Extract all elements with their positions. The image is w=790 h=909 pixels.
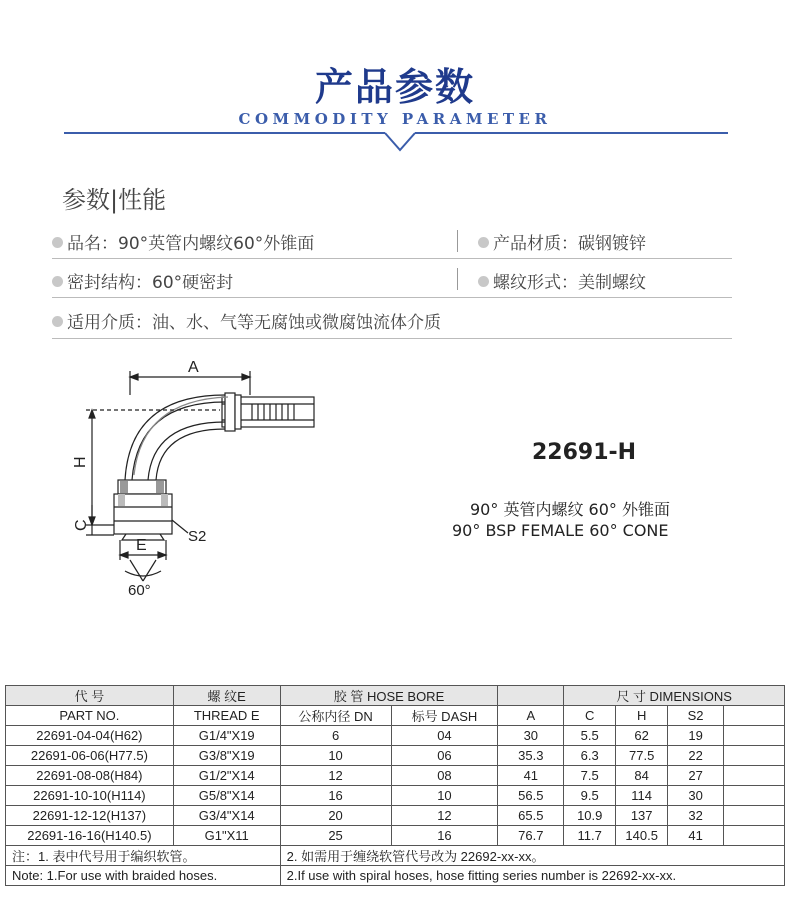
cell-c: 9.5 [564, 786, 616, 806]
cell-dash: 04 [391, 726, 498, 746]
cell-s2: 19 [668, 726, 724, 746]
divider [52, 297, 732, 298]
cell-dn: 16 [280, 786, 391, 806]
header-s2: S2 [668, 706, 724, 726]
model-number: 22691-H [532, 440, 637, 465]
header-part: PART NO. [6, 706, 174, 726]
cell-a: 56.5 [498, 786, 564, 806]
cell-dn: 10 [280, 746, 391, 766]
product-desc-cn: 90° 英管内螺纹 60° 外锥面 [470, 500, 670, 519]
header-a: A [498, 706, 564, 726]
product-desc-en: 90° BSP FEMALE 60° CONE [452, 521, 669, 540]
bullet-icon [52, 316, 63, 327]
header-empty [724, 706, 785, 726]
cell-empty [724, 746, 785, 766]
header-h: H [616, 706, 668, 726]
cell-dash: 16 [391, 826, 498, 846]
cell-s2: 32 [668, 806, 724, 826]
cell-empty [724, 766, 785, 786]
cell-thread: G3/8"X19 [173, 746, 280, 766]
property-value: 油、水、气等无腐蚀或微腐蚀流体介质 [152, 313, 441, 333]
note-cn-1: 注：1. 表中代号用于编织软管。 [6, 846, 281, 866]
property-thread [478, 268, 646, 293]
dim-label-c: C [73, 519, 90, 531]
cell-c: 7.5 [564, 766, 616, 786]
bullet-icon [478, 276, 489, 287]
cell-part: 22691-12-12(H137) [6, 806, 174, 826]
cell-empty [724, 826, 785, 846]
property-label: 产品材质： [493, 234, 578, 254]
cell-h: 77.5 [616, 746, 668, 766]
property-label: 品名： [67, 234, 118, 254]
divider [52, 258, 732, 259]
header-divider [0, 0, 790, 160]
cell-dn: 25 [280, 826, 391, 846]
table-row [6, 726, 785, 746]
cell-dash: 06 [391, 746, 498, 766]
cell-c: 5.5 [564, 726, 616, 746]
property-label: 螺纹形式： [493, 273, 578, 293]
dim-label-s2: S2 [188, 528, 207, 545]
cell-a: 76.7 [498, 826, 564, 846]
section-title: 参数|性能 [62, 186, 167, 214]
note-row-cn [6, 846, 785, 866]
bullet-icon [478, 237, 489, 248]
cell-a: 35.3 [498, 746, 564, 766]
cell-s2: 30 [668, 786, 724, 806]
header-thread-e: THREAD E [173, 706, 280, 726]
header-dash: 标号 DASH [391, 706, 498, 726]
separator [457, 230, 458, 252]
cell-part: 22691-16-16(H140.5) [6, 826, 174, 846]
note-row-en [6, 866, 785, 886]
cell-a: 30 [498, 726, 564, 746]
cell-thread: G3/4"X14 [173, 806, 280, 826]
cell-dn: 20 [280, 806, 391, 826]
property-label: 密封结构： [67, 273, 152, 293]
cell-h: 140.5 [616, 826, 668, 846]
header-thread: 螺 纹E [173, 686, 280, 706]
cell-h: 62 [616, 726, 668, 746]
note-en-2: 2.If use with spiral hoses, hose fitting series number is 22692-xx-xx. [280, 866, 784, 886]
divider [52, 338, 732, 339]
property-seal [52, 268, 233, 293]
table-header-row [6, 686, 785, 706]
cell-empty [724, 786, 785, 806]
property-value: 90°英管内螺纹60°外锥面 [118, 234, 315, 254]
table-row [6, 806, 785, 826]
table-row [6, 766, 785, 786]
cell-part: 22691-06-06(H77.5) [6, 746, 174, 766]
property-value: 碳钢镀锌 [578, 234, 646, 254]
dim-label-h: H [72, 456, 89, 468]
header-code: 代 号 [6, 686, 174, 706]
page-title: 产品参数 [314, 65, 475, 109]
note-cn-2: 2. 如需用于缠绕软管代号改为 22692-xx-xx。 [280, 846, 784, 866]
cell-part: 22691-08-08(H84) [6, 766, 174, 786]
cell-dn: 12 [280, 766, 391, 786]
cell-s2: 22 [668, 746, 724, 766]
property-value: 美制螺纹 [578, 273, 646, 293]
header-hose: 胶 管 HOSE BORE [280, 686, 498, 706]
dim-label-a: A [188, 359, 199, 376]
cell-c: 6.3 [564, 746, 616, 766]
table-row [6, 786, 785, 806]
property-material [478, 229, 646, 254]
property-label: 适用介质： [67, 313, 152, 333]
bullet-icon [52, 276, 63, 287]
table-row [6, 746, 785, 766]
cell-thread: G1"X11 [173, 826, 280, 846]
cell-c: 10.9 [564, 806, 616, 826]
cell-thread: G1/2"X14 [173, 766, 280, 786]
cell-part: 22691-04-04(H62) [6, 726, 174, 746]
cell-part: 22691-10-10(H114) [6, 786, 174, 806]
bullet-icon [52, 237, 63, 248]
cell-c: 11.7 [564, 826, 616, 846]
property-name [52, 229, 314, 254]
header-dn: 公称内径 DN [280, 706, 391, 726]
fitting-drawing [70, 355, 330, 605]
cell-s2: 27 [668, 766, 724, 786]
cell-s2: 41 [668, 826, 724, 846]
property-medium [52, 308, 441, 333]
cell-dn: 6 [280, 726, 391, 746]
table-row [6, 826, 785, 846]
header-dims: 尺 寸 DIMENSIONS [564, 686, 785, 706]
cell-a: 65.5 [498, 806, 564, 826]
header-c: C [564, 706, 616, 726]
page-subtitle: COMMODITY PARAMETER [238, 110, 552, 128]
cell-dash: 08 [391, 766, 498, 786]
cell-dash: 10 [391, 786, 498, 806]
table-subheader-row [6, 706, 785, 726]
cell-h: 84 [616, 766, 668, 786]
property-value: 60°硬密封 [152, 273, 234, 293]
separator [457, 268, 458, 290]
cell-a: 41 [498, 766, 564, 786]
cell-thread: G5/8"X14 [173, 786, 280, 806]
cell-h: 114 [616, 786, 668, 806]
cell-thread: G1/4"X19 [173, 726, 280, 746]
spec-table [5, 685, 785, 886]
cell-dash: 12 [391, 806, 498, 826]
note-en-1: Note: 1.For use with braided hoses. [6, 866, 281, 886]
cell-h: 137 [616, 806, 668, 826]
dim-label-angle: 60° [128, 582, 151, 599]
cell-empty [724, 806, 785, 826]
cell-empty [724, 726, 785, 746]
header-blank [498, 686, 564, 706]
dim-label-e: E [136, 537, 147, 554]
